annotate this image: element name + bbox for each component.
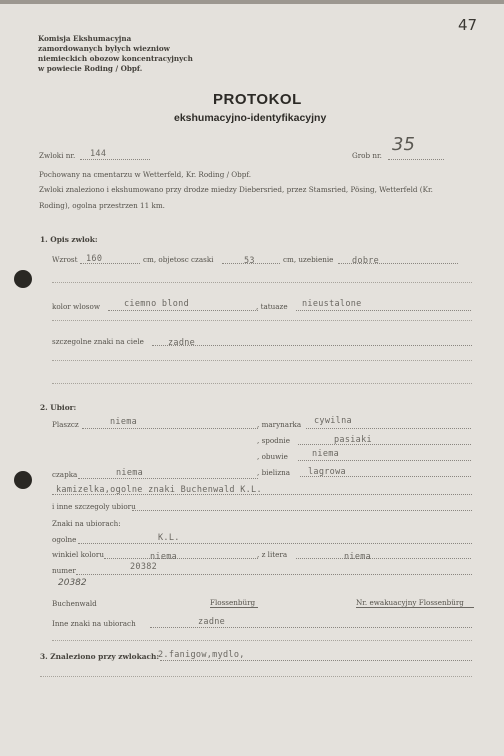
buchenwald-label: Buchenwald	[52, 599, 97, 608]
section3-value: 2.fanigow,mydlo,	[158, 650, 245, 660]
ogolne-label: ogolne	[52, 535, 77, 544]
znaki-cialo-value: zadne	[168, 338, 196, 348]
winkiel-dots	[104, 558, 258, 559]
kolor-dots	[108, 310, 258, 311]
numer-value-hand: 20382	[58, 578, 87, 588]
section3-dots	[160, 660, 472, 661]
inne-znaki-value: zadne	[198, 617, 226, 627]
plaszcz-label: Plaszcz	[52, 420, 79, 429]
znaki-cialo-dots	[152, 345, 472, 346]
page-top-edge	[0, 0, 504, 4]
plaszcz-dots	[82, 428, 258, 429]
obuwie-value: niema	[312, 449, 340, 459]
flossenburg-strike	[210, 607, 258, 608]
kolor-value: ciemno blond	[124, 299, 190, 309]
punch-hole-upper	[14, 270, 32, 288]
kamizelka-dots	[52, 494, 472, 495]
document-subtitle: ekshumacyjno-identyfikacyjny	[174, 112, 327, 124]
rule-6	[40, 676, 472, 677]
bielizna-value: lagrowa	[308, 467, 346, 477]
spodnie-dots	[298, 444, 471, 445]
spodnie-label: , spodnie	[257, 436, 290, 445]
obuwie-label: , obuwie	[257, 452, 288, 461]
numer-label: numer	[52, 566, 76, 575]
cm-uzebienie-label: cm, uzebienie	[283, 255, 334, 264]
header-line-2: zamordowanych bylych wiezniow	[38, 44, 170, 53]
marynarka-dots	[306, 428, 471, 429]
bielizna-label: , bielizna	[257, 468, 291, 477]
numer-dots	[76, 574, 472, 575]
rule-4	[52, 383, 472, 384]
tatuaze-dots	[296, 310, 471, 311]
grob-label: Grob nr.	[352, 151, 382, 160]
grob-dots	[388, 159, 444, 160]
uzebienie-value: dobre	[352, 256, 380, 266]
nr-ewak-strike	[356, 607, 474, 608]
inne-znaki-label: Inne znaki na ubiorach	[52, 619, 136, 628]
winkiel-label: winkiel koloru	[52, 550, 104, 559]
inne-szczegoly-label: i inne szczegoly ubioru	[52, 502, 136, 511]
z-litera-label: , z litera	[257, 550, 288, 559]
znaki-ubior-label: Znaki na ubiorach:	[52, 519, 121, 528]
page-number: 47	[458, 16, 478, 34]
header-line-4: w powiecie Roding / Obpf.	[38, 64, 143, 73]
znaki-cialo-label: szczegolne znaki na ciele	[52, 337, 144, 346]
header-line-1: Komisja Ekshumacyjna	[38, 34, 132, 43]
nr-ewak-label: Nr. ewakuacyjny Flossenbürg	[356, 598, 464, 607]
czapka-value: niema	[116, 468, 144, 478]
znaleziono-text-2: Roding), ogolna przestrzen 11 km.	[39, 201, 165, 210]
obuwie-dots	[298, 460, 471, 461]
z-litera-dots	[296, 558, 471, 559]
spodnie-value: pasiaki	[334, 435, 372, 445]
rule-2	[52, 320, 472, 321]
czapka-label: czapka	[52, 470, 78, 479]
ogolne-dots	[78, 543, 472, 544]
ogolne-value: K.L.	[158, 533, 180, 543]
punch-hole-lower	[14, 471, 32, 489]
kamizelka-value: kamizelka,ogolne znaki Buchenwald K.L.	[56, 485, 262, 495]
kolor-label: kolor wlosow	[52, 302, 100, 311]
wzrost-value: 160	[86, 254, 103, 264]
zwloki-dots	[80, 159, 150, 160]
zwloki-value: 144	[90, 149, 107, 159]
grob-value: 35	[392, 134, 415, 155]
inne-szczegoly-dots	[132, 510, 472, 511]
tatuaze-label: , tatuaze	[256, 302, 288, 311]
wzrost-label: Wzrost	[52, 255, 78, 264]
section3-heading: 3. Znaleziono przy zwlokach:	[40, 652, 160, 661]
winkiel-value: niema	[150, 552, 178, 562]
rule-1	[52, 282, 472, 283]
czaszka-value: 53	[244, 256, 255, 266]
pochowany-text: Pochowany na cmentarzu w Wetterfeld, Kr. Roding / Obpf.	[39, 170, 252, 179]
flossenburg-label: Flossenbürg	[210, 598, 256, 607]
z-litera-value: niema	[344, 552, 372, 562]
czapka-dots	[78, 478, 258, 479]
section2-heading: 2. Ubior:	[40, 403, 77, 412]
cm-czaszka-label: cm, objetosc czaski	[143, 255, 214, 264]
inne-znaki-dots	[150, 627, 472, 628]
header-line-3: niemieckich obozow koncentracyjnych	[38, 54, 193, 63]
marynarka-label: , marynarka	[257, 420, 302, 429]
marynarka-value: cywilna	[314, 416, 352, 426]
rule-5	[52, 640, 472, 641]
zwloki-label: Zwloki nr.	[39, 151, 76, 160]
tatuaze-value: nieustalone	[302, 299, 362, 309]
numer-value-typed: 20382	[130, 562, 158, 572]
document-title: PROTOKOL	[213, 91, 302, 108]
section1-heading: 1. Opis zwlok:	[40, 235, 98, 244]
znaleziono-text-1: Zwloki znaleziono i ekshumowano przy drodze miedzy Diebersried, przez Stamsried, Pösing, Wetterfeld (Kr.	[39, 185, 433, 194]
rule-3	[52, 360, 472, 361]
plaszcz-value: niema	[110, 417, 138, 427]
